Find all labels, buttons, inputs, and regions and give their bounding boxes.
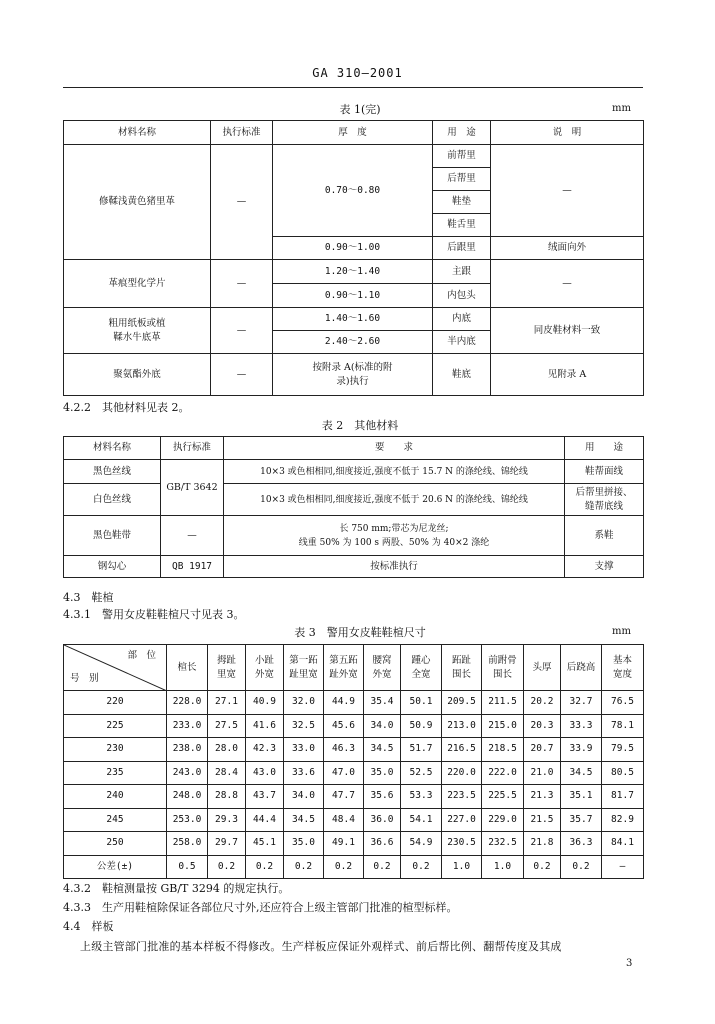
table3-header-line: 全宽 xyxy=(411,668,431,680)
table1-cell-line: 录)执行 xyxy=(336,375,369,387)
table1-cell-line: 粗用纸板或植 xyxy=(108,317,166,329)
table1-cell: 前帮里 xyxy=(433,145,491,168)
table1-cell: — xyxy=(211,145,273,260)
table3-unit: mm xyxy=(612,626,631,637)
table3-row xyxy=(64,761,644,785)
table3-row xyxy=(64,691,644,715)
table2-header-name: 材料名称 xyxy=(64,437,161,460)
table1-header-use: 用 途 xyxy=(433,121,491,145)
table3-header-line: 第一跖 xyxy=(289,654,318,666)
table2-cell-line: 线重 50% 为 100 s 两股、50% 为 40×2 涤纶 xyxy=(298,537,490,548)
para-4-3-2: 4.3.2 鞋楦测量按 GB/T 3294 的规定执行。 xyxy=(63,882,290,895)
table3-value-cell: 47.7 xyxy=(324,785,364,809)
table3-value-cell: 34.5 xyxy=(284,808,324,832)
table3-value-cell: 0.2 xyxy=(401,855,442,879)
table3-value-cell: 33.9 xyxy=(561,738,602,762)
table3-header: 后跷高 xyxy=(561,645,602,691)
table1-cell: 0.90～1.10 xyxy=(273,284,433,308)
table1-unit: mm xyxy=(612,103,631,114)
table3-value-cell: 211.5 xyxy=(482,691,524,715)
para-4-3: 4.3 鞋楦 xyxy=(63,591,114,604)
table3-value-cell: 218.5 xyxy=(482,738,524,762)
page-number: 3 xyxy=(626,958,633,969)
table1-cell: 后跟里 xyxy=(433,237,491,260)
table3-value-cell: 33.3 xyxy=(561,714,602,738)
para-4-4-body: 上级主管部门批准的基本样板不得修改。生产样板应保证外观样式、前后帮比例、翻帮传度及其成 xyxy=(80,940,562,953)
table3-value-cell: 228.0 xyxy=(167,691,208,715)
table3-header-line: 第五跖 xyxy=(329,654,358,666)
table3-value-cell: 36.3 xyxy=(561,832,602,856)
table3-value-cell: 21.3 xyxy=(524,785,561,809)
table3-header-line: 拇趾 xyxy=(216,654,236,666)
table3-row xyxy=(64,832,644,856)
table1-cell: 绒面向外 xyxy=(491,237,644,260)
table3-value-cell: 225.5 xyxy=(482,785,524,809)
table3-value-cell: 258.0 xyxy=(167,832,208,856)
table2-cell: 10×3 或色相相同,细度接近,强度不低于 20.6 N 的涤纶线、锦纶线 xyxy=(224,484,565,516)
table3-corner-cell xyxy=(64,645,167,691)
table3-value-cell: 29.7 xyxy=(208,832,246,856)
table1-cell: 1.20～1.40 xyxy=(273,260,433,284)
table3-value-cell: 52.5 xyxy=(401,761,442,785)
table3-value-cell: 33.6 xyxy=(284,761,324,785)
table3-size-cell: 250 xyxy=(64,832,167,856)
table3-header xyxy=(364,645,401,691)
table1-cell: — xyxy=(211,308,273,354)
table1-cell: 1.40～1.60 xyxy=(273,308,433,331)
table3-value-cell: 27.1 xyxy=(208,691,246,715)
table3-value-cell: 0.2 xyxy=(524,855,561,879)
table3-size-cell: 公差(±) xyxy=(64,855,167,879)
table3-value-cell: 32.7 xyxy=(561,691,602,715)
table3-header xyxy=(482,645,524,691)
standard-code-header: GA 310—2001 xyxy=(312,66,403,80)
table3-header-line: 宽度 xyxy=(612,668,632,680)
table3-value-cell: 46.3 xyxy=(324,738,364,762)
table3-value-cell: 29.3 xyxy=(208,808,246,832)
table3-value-cell: 21.0 xyxy=(524,761,561,785)
table3-value-cell: 32.5 xyxy=(284,714,324,738)
table3-header-line: 小趾 xyxy=(254,654,274,666)
table3-size-cell: 225 xyxy=(64,714,167,738)
table1-header-note: 说 明 xyxy=(491,121,644,145)
table3-value-cell: 42.3 xyxy=(246,738,284,762)
table1-cell: 内底 xyxy=(433,308,491,331)
table3-header: 头厚 xyxy=(524,645,561,691)
table3-value-cell: 34.5 xyxy=(561,761,602,785)
table1-header-thickness: 厚 度 xyxy=(273,121,433,145)
table3-value-cell: 222.0 xyxy=(482,761,524,785)
table2-cell-line: 长 750 mm;带芯为尼龙丝; xyxy=(339,523,449,534)
table3 xyxy=(63,644,644,879)
table3-value-cell: 230.5 xyxy=(442,832,482,856)
table3-value-cell: 28.4 xyxy=(208,761,246,785)
table1-caption: 表 1(完) xyxy=(339,103,381,116)
table3-header-line: 前跗骨 xyxy=(488,654,517,666)
table3-value-cell: 49.1 xyxy=(324,832,364,856)
table3-value-cell: 43.0 xyxy=(246,761,284,785)
table3-value-cell: 50.9 xyxy=(401,714,442,738)
table1-cell: 聚氨酯外底 xyxy=(64,354,211,396)
table3-value-cell: 82.9 xyxy=(602,808,644,832)
table1-cell: — xyxy=(211,260,273,308)
table1-cell: 主跟 xyxy=(433,260,491,284)
table1-cell: 鞋垫 xyxy=(433,191,491,214)
header-rule xyxy=(63,87,643,88)
table2-cell: 钢勾心 xyxy=(64,556,161,578)
table3-header-line: 腰窝 xyxy=(372,654,392,666)
table1-cell: 革痕型化学片 xyxy=(64,260,211,308)
table3-value-cell: — xyxy=(602,855,644,879)
table2-cell: 黑色鞋带 xyxy=(64,516,161,556)
table3-value-cell: 232.5 xyxy=(482,832,524,856)
table1-cell: 修鞣浅黄色猪里革 xyxy=(64,145,211,260)
table1-cell: 鞋舌里 xyxy=(433,214,491,237)
table2-cell: 按标准执行 xyxy=(224,556,565,578)
table3-value-cell: 21.5 xyxy=(524,808,561,832)
para-4-4: 4.4 样板 xyxy=(63,920,114,933)
table3-value-cell: 215.0 xyxy=(482,714,524,738)
table1-cell xyxy=(64,308,211,354)
table3-value-cell: 34.5 xyxy=(364,738,401,762)
table3-value-cell: 79.5 xyxy=(602,738,644,762)
table3-value-cell: 51.7 xyxy=(401,738,442,762)
table2-cell: 10×3 或色相相同,细度接近,强度不低于 15.7 N 的涤纶线、锦纶线 xyxy=(224,460,565,484)
table3-value-cell: 248.0 xyxy=(167,785,208,809)
corner-top-label: 部 位 xyxy=(127,650,156,661)
table3-value-cell: 0.2 xyxy=(284,855,324,879)
table3-value-cell: 20.7 xyxy=(524,738,561,762)
table3-value-cell: 253.0 xyxy=(167,808,208,832)
table1-cell: 同皮鞋材料一致 xyxy=(491,308,644,354)
table1-cell-line: 按附录 A(标准的附 xyxy=(312,361,393,373)
table2-header-req: 要 求 xyxy=(224,437,565,460)
table3-value-cell: 40.9 xyxy=(246,691,284,715)
table2 xyxy=(63,436,644,578)
table2-caption: 表 2 其他材料 xyxy=(321,419,399,432)
table3-value-cell: 0.2 xyxy=(324,855,364,879)
table1-cell xyxy=(273,354,433,396)
table1-cell: 见附录 A xyxy=(491,354,644,396)
table3-header-line: 踵心 xyxy=(411,654,431,666)
table3-value-cell: 41.6 xyxy=(246,714,284,738)
table3-value-cell: 20.3 xyxy=(524,714,561,738)
table2-cell: 黑色丝线 xyxy=(64,460,161,484)
table3-value-cell: 21.8 xyxy=(524,832,561,856)
table3-value-cell: 36.0 xyxy=(364,808,401,832)
table3-value-cell: 223.5 xyxy=(442,785,482,809)
table3-header xyxy=(602,645,644,691)
corner-bottom-label: 号 别 xyxy=(70,673,99,684)
table3-size-cell: 230 xyxy=(64,738,167,762)
table1-header-std: 执行标准 xyxy=(211,121,273,145)
table3-value-cell: 34.0 xyxy=(364,714,401,738)
table3-value-cell: 35.6 xyxy=(364,785,401,809)
table3-value-cell: 50.1 xyxy=(401,691,442,715)
table3-value-cell: 220.0 xyxy=(442,761,482,785)
table3-value-cell: 28.0 xyxy=(208,738,246,762)
table3-value-cell: 229.0 xyxy=(482,808,524,832)
table3-value-cell: 0.2 xyxy=(246,855,284,879)
table3-size-cell: 240 xyxy=(64,785,167,809)
table3-value-cell: 44.9 xyxy=(324,691,364,715)
table3-value-cell: 47.0 xyxy=(324,761,364,785)
table2-cell: 支撑 xyxy=(565,556,644,578)
table2-cell: 鞋帮面线 xyxy=(565,460,644,484)
table3-size-cell: 235 xyxy=(64,761,167,785)
table2-cell: GB/T 3642 xyxy=(161,460,224,516)
table3-row xyxy=(64,808,644,832)
table2-cell-line: 后帮里拼接、 xyxy=(575,486,633,498)
table3-value-cell: 84.1 xyxy=(602,832,644,856)
para-4-3-3: 4.3.3 生产用鞋楦除保证各部位尺寸外,还应符合上级主管部门批准的楦型标样。 xyxy=(63,901,458,914)
table3-size-cell: 245 xyxy=(64,808,167,832)
table1-cell: — xyxy=(491,260,644,308)
table1-header-name: 材料名称 xyxy=(64,121,211,145)
table1-cell-line: 鞣水牛底革 xyxy=(113,331,161,343)
table3-header xyxy=(442,645,482,691)
table2-cell: QB 1917 xyxy=(161,556,224,578)
table3-value-cell: 1.0 xyxy=(482,855,524,879)
table3-value-cell: 43.7 xyxy=(246,785,284,809)
table3-header-line: 围长 xyxy=(492,668,512,680)
table3-header-line: 围长 xyxy=(451,668,471,680)
table3-value-cell: 45.6 xyxy=(324,714,364,738)
table3-row xyxy=(64,855,644,879)
table3-header: 楦长 xyxy=(167,645,208,691)
table1-cell: 半内底 xyxy=(433,331,491,354)
table3-row xyxy=(64,785,644,809)
table2-cell xyxy=(224,516,565,556)
table3-value-cell: 76.5 xyxy=(602,691,644,715)
table1-cell: 内包头 xyxy=(433,284,491,308)
para-4-3-1: 4.3.1 警用女皮鞋鞋楦尺寸见表 3。 xyxy=(63,608,245,621)
table3-size-cell: 220 xyxy=(64,691,167,715)
table3-value-cell: 36.6 xyxy=(364,832,401,856)
table3-header xyxy=(284,645,324,691)
table1-cell: 2.40～2.60 xyxy=(273,331,433,354)
table3-value-cell: 35.0 xyxy=(284,832,324,856)
table3-value-cell: 54.9 xyxy=(401,832,442,856)
table3-value-cell: 44.4 xyxy=(246,808,284,832)
table3-value-cell: 216.5 xyxy=(442,738,482,762)
table3-value-cell: 34.0 xyxy=(284,785,324,809)
table3-header-line: 里宽 xyxy=(216,668,236,680)
table1-cell: — xyxy=(211,354,273,396)
table3-header xyxy=(246,645,284,691)
table3-row xyxy=(64,714,644,738)
table3-value-cell: 227.0 xyxy=(442,808,482,832)
table3-value-cell: 53.3 xyxy=(401,785,442,809)
table3-value-cell: 48.4 xyxy=(324,808,364,832)
table3-header xyxy=(208,645,246,691)
table2-cell xyxy=(565,484,644,516)
table1-cell: 0.70～0.80 xyxy=(273,145,433,237)
table3-value-cell: 81.7 xyxy=(602,785,644,809)
table3-value-cell: 209.5 xyxy=(442,691,482,715)
table3-header-line: 趾外宽 xyxy=(329,668,358,680)
table3-header-line: 外宽 xyxy=(254,668,274,680)
table3-value-cell: 35.7 xyxy=(561,808,602,832)
table3-header xyxy=(401,645,442,691)
table1 xyxy=(63,120,644,396)
table2-header-std: 执行标准 xyxy=(161,437,224,460)
table3-value-cell: 1.0 xyxy=(442,855,482,879)
table3-header-line: 基本 xyxy=(612,654,632,666)
table3-header xyxy=(324,645,364,691)
table3-value-cell: 20.2 xyxy=(524,691,561,715)
table3-value-cell: 54.1 xyxy=(401,808,442,832)
table3-value-cell: 28.8 xyxy=(208,785,246,809)
table3-header-line: 外宽 xyxy=(372,668,392,680)
table2-cell: 白色丝线 xyxy=(64,484,161,516)
table3-value-cell: 233.0 xyxy=(167,714,208,738)
table3-value-cell: 45.1 xyxy=(246,832,284,856)
table3-value-cell: 213.0 xyxy=(442,714,482,738)
table3-header-line: 趾里宽 xyxy=(289,668,318,680)
table1-cell: 后帮里 xyxy=(433,168,491,191)
table2-cell: 系鞋 xyxy=(565,516,644,556)
table2-cell-line: 缝帮底线 xyxy=(584,500,623,512)
table2-cell: — xyxy=(161,516,224,556)
table3-value-cell: 35.1 xyxy=(561,785,602,809)
table3-value-cell: 0.2 xyxy=(561,855,602,879)
table1-cell: 0.90～1.00 xyxy=(273,237,433,260)
table3-value-cell: 0.2 xyxy=(364,855,401,879)
table3-value-cell: 35.4 xyxy=(364,691,401,715)
table2-header-use: 用 途 xyxy=(565,437,644,460)
table1-cell: — xyxy=(491,145,644,237)
table3-header-line: 跖趾 xyxy=(451,654,471,666)
table3-value-cell: 32.0 xyxy=(284,691,324,715)
table3-value-cell: 33.0 xyxy=(284,738,324,762)
table3-value-cell: 78.1 xyxy=(602,714,644,738)
table3-value-cell: 0.5 xyxy=(167,855,208,879)
table3-row xyxy=(64,738,644,762)
table3-caption: 表 3 警用女皮鞋鞋楦尺寸 xyxy=(294,626,426,639)
table3-value-cell: 80.5 xyxy=(602,761,644,785)
table3-value-cell: 35.0 xyxy=(364,761,401,785)
table3-value-cell: 243.0 xyxy=(167,761,208,785)
table3-value-cell: 27.5 xyxy=(208,714,246,738)
para-4-2-2: 4.2.2 其他材料见表 2。 xyxy=(63,401,190,414)
table3-value-cell: 238.0 xyxy=(167,738,208,762)
table1-cell: 鞋底 xyxy=(433,354,491,396)
table3-value-cell: 0.2 xyxy=(208,855,246,879)
